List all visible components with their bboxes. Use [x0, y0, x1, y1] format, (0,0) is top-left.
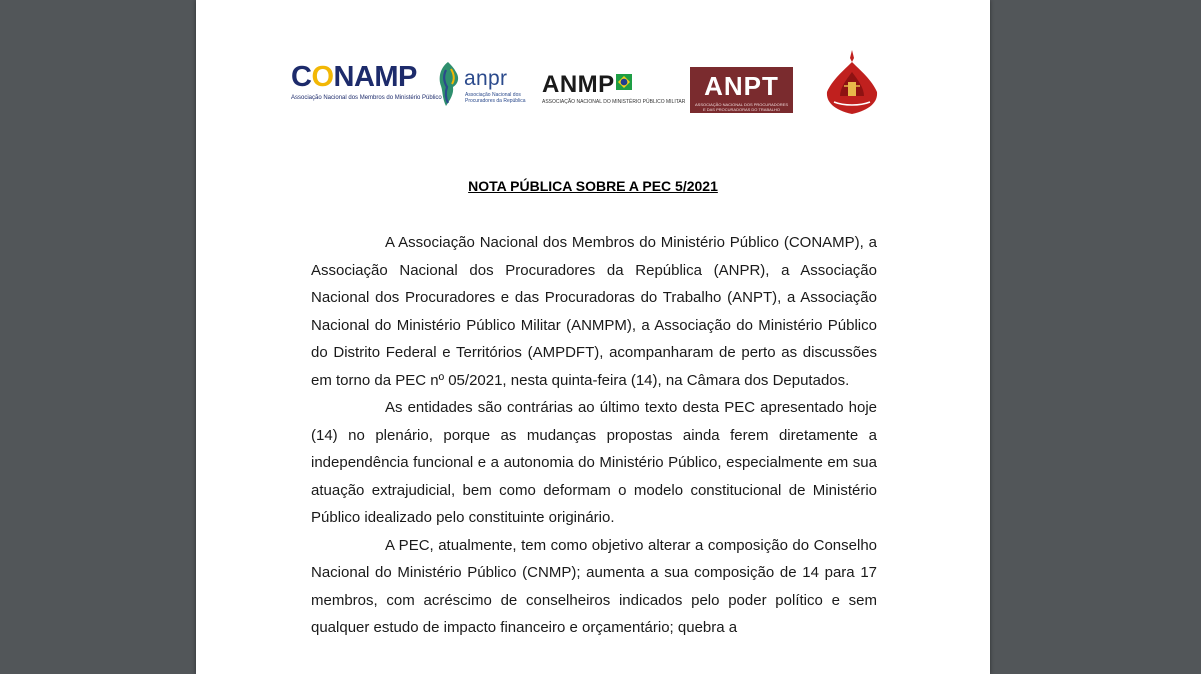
ampdft-emblem-icon	[824, 48, 880, 116]
paragraph: A PEC, atualmente, tem como objetivo alterar a composição do Conselho Nacional do Ministério Público (CNMP); aumenta a sua composição de 14 para 17 membros, com acréscimo de conselheiros indicados pelo poder político e sem qualquer estudo de impacto financeiro e orçamentário; quebra a	[311, 536, 877, 636]
conamp-subtitle: Associação Nacional dos Membros do Ministério Público	[291, 95, 442, 101]
anpr-profile-icon	[434, 60, 464, 108]
anpt-subtitle: ASSOCIAÇÃO NACIONAL DOS PROCURADORES E DAS PROCURADORAS DO TRABALHO	[695, 102, 788, 112]
anpt-wordmark: ANPT	[704, 71, 779, 101]
conamp-logo	[291, 61, 442, 106]
anmpm-subtitle: ASSOCIAÇÃO NACIONAL DO MINISTÉRIO PÚBLICO MILITAR	[542, 99, 686, 105]
document-body	[311, 229, 877, 642]
paragraph: A Associação Nacional dos Membros do Ministério Público (CONAMP), a Associação Nacional dos Procuradores da República (ANPR), a Associação Nacional dos Procuradores e das Procuradoras do Trabalho (ANPT), a Associação Nacional do Ministério Público Militar (ANMPM), a Associação do Ministério Público do Distrito Federal e Territórios (AMPDFT), acompanharam de perto as discussões em torno da PEC nº 05/2021, nesta quinta-feira (14), na Câmara dos Deputados.	[311, 234, 877, 389]
anpr-subtitle: Associação Nacional dos Procuradores da República	[465, 92, 526, 104]
conamp-wordmark: CONAMP	[291, 61, 417, 93]
paragraph: As entidades são contrárias ao último texto desta PEC apresentado hoje (14) no plenário, porque as mudanças propostas ainda ferem diretamente a independência funcional e a autonomia do Ministério Público, especialmente em sua atuação extrajudicial, bem como deformam o modelo constitucional de Ministério Público idealizado pelo constituinte originário.	[311, 399, 877, 526]
anmpm-logo	[542, 71, 686, 112]
brazil-flag-icon	[616, 74, 632, 90]
anpt-logo	[690, 67, 793, 113]
document-page	[196, 0, 990, 674]
document-title: NOTA PÚBLICA SOBRE A PEC 5/2021	[468, 178, 718, 194]
anpr-logo	[434, 60, 530, 110]
anmpm-wordmark: ANMP	[542, 71, 615, 98]
anpr-wordmark: anpr	[464, 67, 508, 90]
